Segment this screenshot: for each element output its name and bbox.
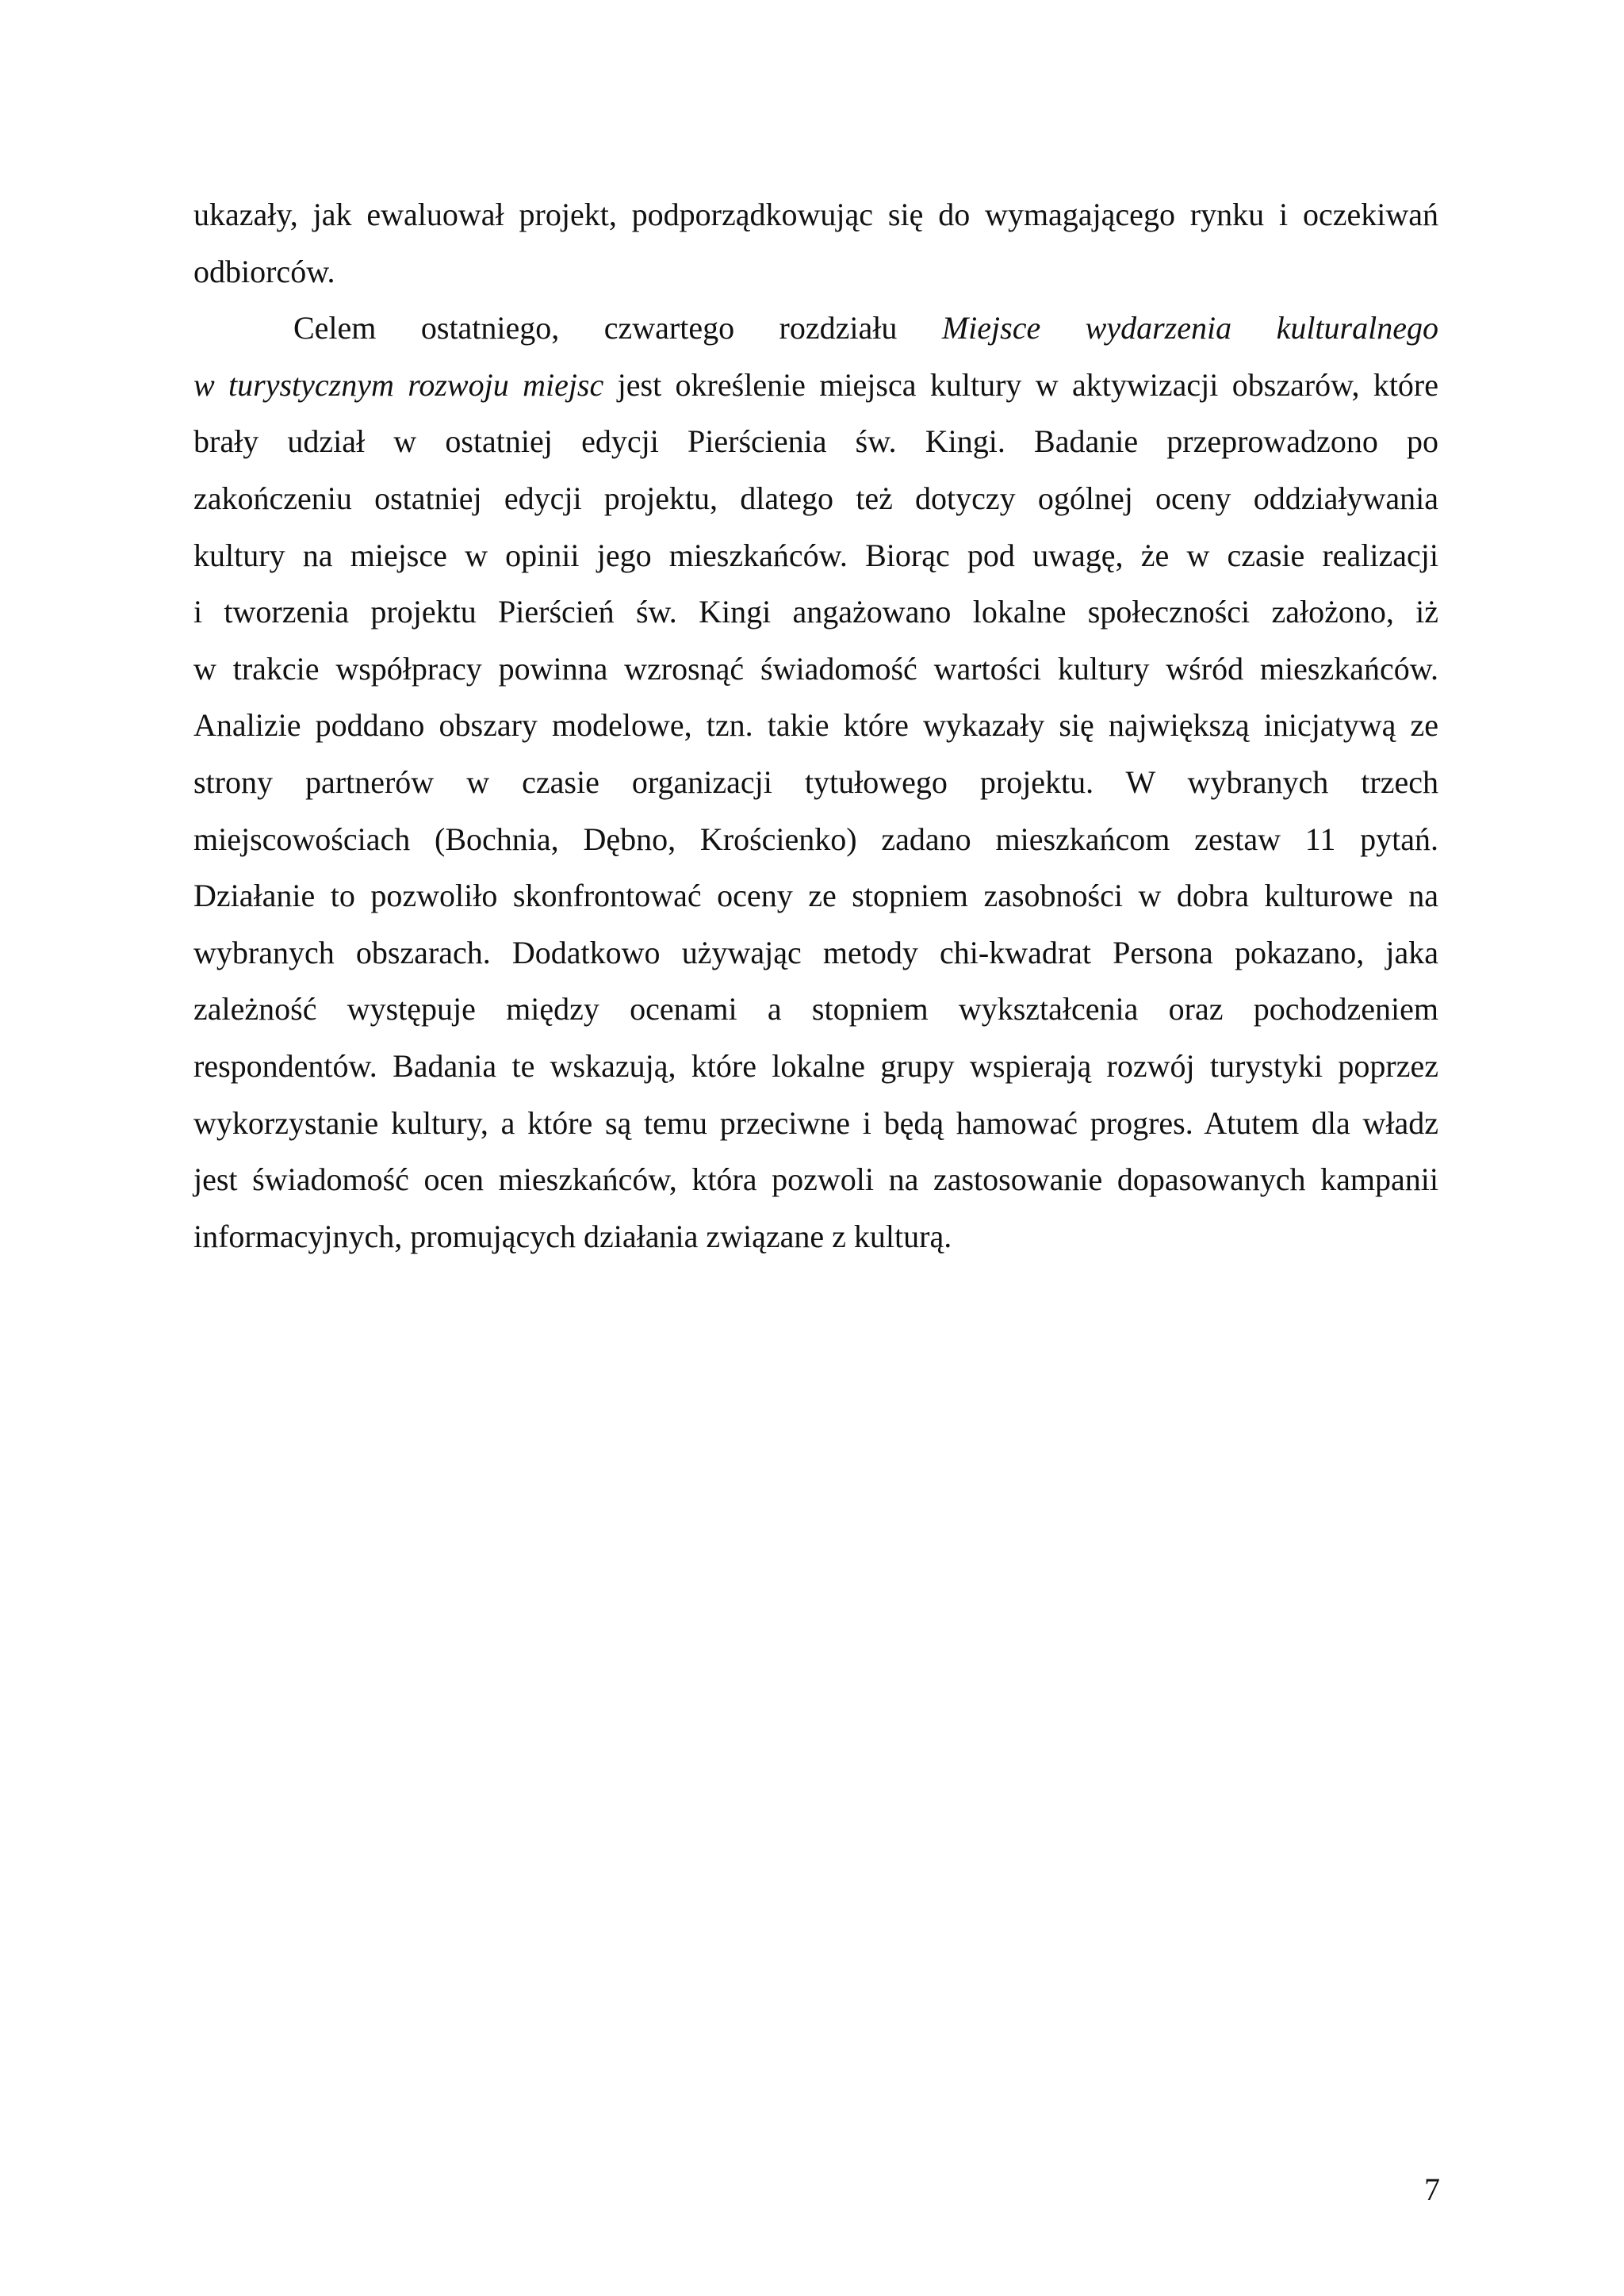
text-line: wybranych obszarach. Dodatkowo używając metody chi-kwadrat Persona pokazano, jaka (193, 934, 1438, 970)
text-segment: Celem ostatniego, czwartego rozdziału (293, 310, 942, 346)
text-line: Analizie poddano obszary modelowe, tzn. takie które wykazały się największą inicjatywą ze (193, 707, 1438, 744)
text-line: Działanie to pozwoliło skonfrontować oceny ze stopniem zasobności w dobra kulturowe na (193, 878, 1438, 914)
text-line (193, 357, 1438, 414)
page-number: 7 (1424, 2172, 1440, 2207)
text-line (193, 300, 1438, 357)
text-line: jest świadomość ocen mieszkańców, która pozwoli na zastosowanie dopasowanych kampanii (193, 1161, 1438, 1198)
body-text (193, 186, 1438, 1265)
text-line: miejscowościach (Bochnia, Dębno, Krościenko) zadano mieszkańcom zestaw 11 pytań. (193, 821, 1438, 857)
text-line: strony partnerów w czasie organizacji tytułowego projektu. W wybranych trzech (193, 763, 1438, 800)
paragraph-1 (193, 186, 1438, 300)
text-line: brały udział w ostatniej edycji Pierścienia św. Kingi. Badanie przeprowadzono po (193, 423, 1438, 460)
text-segment: jest określenie miejsca kultury w aktywizacji obszarów, które (603, 366, 1439, 403)
text-line: odbiorców. (193, 253, 335, 289)
text-line: w trakcie współpracy powinna wzrosnąć świadomość wartości kultury wśród mieszkańców. (193, 650, 1438, 687)
text-line: respondentów. Badania te wskazują, które lokalne grupy wspierają rozwój turystyki poprzez (193, 1047, 1438, 1084)
text-line: ukazały, jak ewaluował projekt, podporządkowując się do wymagającego rynku i oczekiwań (193, 197, 1438, 232)
text-line: i tworzenia projektu Pierścień św. Kingi angażowano lokalne społeczności założono, iż (193, 594, 1438, 630)
text-line: informacyjnych, promujących działania związane z kulturą. (193, 1218, 952, 1254)
paragraph-2 (193, 300, 1438, 1265)
text-line: kultury na miejsce w opinii jego mieszkańców. Biorąc pod uwagę, że w czasie realizacji (193, 537, 1438, 573)
chapter-title-italic: Miejsce wydarzenia kulturalnego (941, 310, 1438, 346)
text-line: wykorzystanie kultury, a które są temu przeciwne i będą hamować progres. Atutem dla władz (193, 1104, 1438, 1141)
text-line: zakończeniu ostatniej edycji projektu, dlatego też dotyczy ogólnej oceny oddziaływania (193, 480, 1438, 516)
chapter-title-italic: w turystycznym rozwoju miejsc (193, 366, 604, 403)
text-line: zależność występuje między ocenami a stopniem wykształcenia oraz pochodzeniem (193, 991, 1438, 1027)
